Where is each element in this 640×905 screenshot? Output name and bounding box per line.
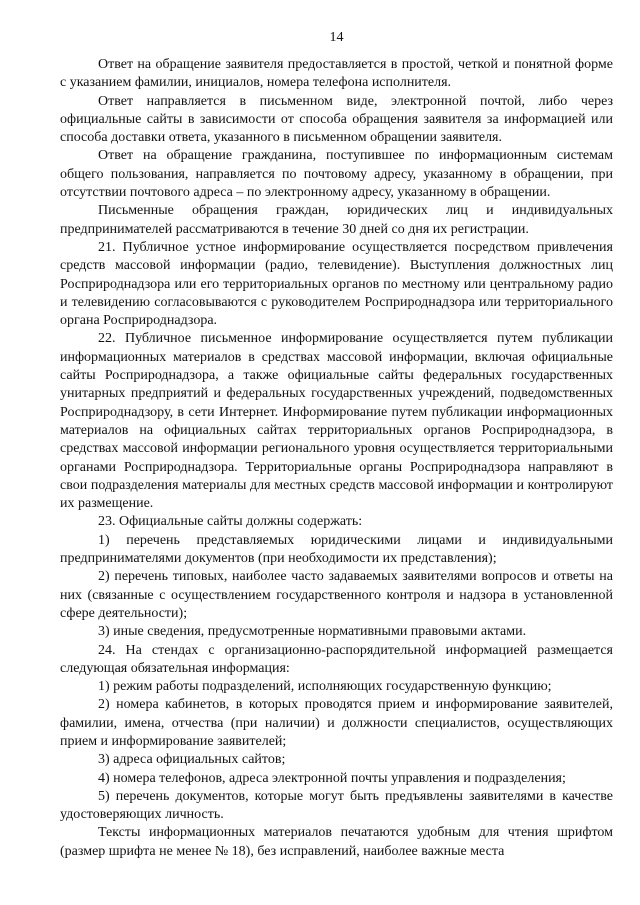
paragraph: Ответ на обращение гражданина, поступившее по информационным системам общего пользования, направляется по почтовому адресу, указанному в обращении, при отсутствии почтового адреса – по электронному адресу, указанному в обращении. — [60, 148, 613, 201]
paragraph: Ответ на обращение заявителя предоставляется в простой, четкой и понятной форме с указанием фамилии, инициалов, номера телефона исполнителя. — [60, 57, 613, 91]
paragraph: 21. Публичное устное информирование осуществляется посредством привлечения средств массовой информации (радио, телевидение). Выступления должностных лиц Росприроднадзора или его территориальных органов по местному или центральному радио и телевидению согласовываются с руководителем Росприроднадзора или территориального органа Росприроднадзора. — [60, 239, 613, 329]
list-item: 2) номера кабинетов, в которых проводятся прием и информирование заявителей, фамилии, имена, отчества (при наличии) и должности специалистов, осуществляющих прием и информирование заявителей; — [60, 697, 613, 749]
list-item: 1) режим работы подразделений, исполняющих государственную функцию; — [98, 679, 552, 695]
list-item: 2) перечень типовых, наиболее часто задаваемых заявителями вопросов и ответы на них (связанные с осуществлением государственного контроля и надзора в установленной сфере деятельности); — [60, 569, 613, 621]
list-item: 1) перечень представляемых юридическими лицами и индивидуальными предпринимателями документов (при необходимости их представления); — [60, 532, 613, 567]
page-number: 14 — [329, 30, 344, 45]
paragraph: 23. Официальные сайты должны содержать: — [98, 514, 363, 530]
paragraph: Тексты информационных материалов печатаются удобным для чтения шрифтом (размер шрифта не менее № 18), без исправлений, наиболее важные места — [60, 825, 613, 859]
paragraph: 22. Публичное письменное информирование осуществляется путем публикации информационных материалов в средствах массовой информации, включая официальные сайты Росприроднадзора, а также официальные сайты федеральных государственных унитарных предприятий и федеральных государственных учреждений, подведомственных Росприроднадзору, в сети Интернет. Информирование путем публикации информационных материалов на официальных сайтах территориальных органов Росприроднадзора, в средствах массовой информации регионального уровня осуществляется территориальными органами Росприроднадзора. Территориальные органы Росприроднадзора направляют в свои подразделения материалы для местных средств массовой информации и контролируют их размещение. — [60, 331, 613, 512]
list-item: 4) номера телефонов, адреса электронной почты управления и подразделения; — [98, 770, 566, 786]
paragraph: 24. На стендах с организационно-распорядительной информацией размещается следующая обязательная информация: — [60, 642, 613, 676]
paragraph: Письменные обращения граждан, юридических лиц и индивидуальных предпринимателей рассматриваются в течение 30 дней со дня их регистрации. — [60, 203, 613, 237]
list-item: 3) иные сведения, предусмотренные нормативными правовыми актами. — [98, 624, 527, 640]
list-item: 3) адреса официальных сайтов; — [98, 752, 286, 768]
paragraph: Ответ направляется в письменном виде, электронной почтой, либо через официальные сайты в зависимости от способа обращения заявителя за информацией или способа доставки ответа, указанного в письменном обращении заявителя. — [60, 93, 613, 146]
document-body — [60, 56, 613, 861]
list-item: 5) перечень документов, которые могут быть предъявлены заявителями в качестве удостоверяющих личность. — [60, 788, 613, 823]
